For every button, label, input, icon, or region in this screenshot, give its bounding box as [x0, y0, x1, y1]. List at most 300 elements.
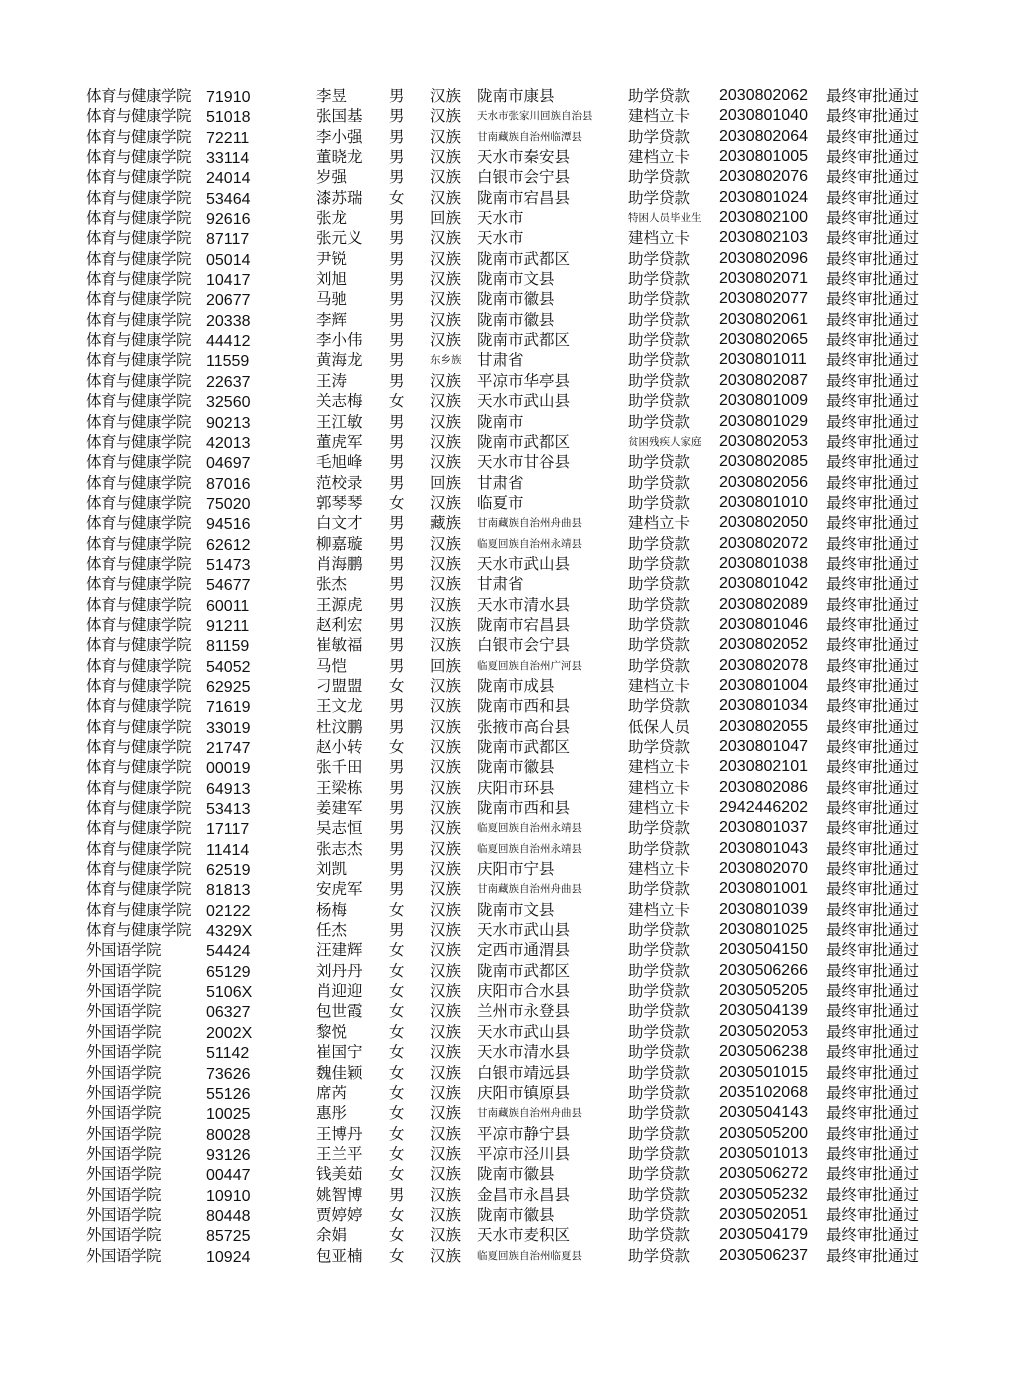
region-cell: 平凉市泾川县	[477, 1144, 571, 1163]
gender-cell: 女	[389, 900, 405, 919]
status-cell: 最终审批通过	[826, 270, 920, 289]
ethnicity-cell: 汉族	[430, 127, 462, 146]
status-cell: 最终审批通过	[826, 432, 920, 451]
college-cell: 体育与健康学院	[86, 717, 192, 736]
id-cell: 62612	[206, 536, 251, 554]
number-cell: 2030802087	[719, 371, 808, 389]
category-cell: 助学贷款	[628, 880, 691, 899]
ethnicity-cell: 汉族	[430, 493, 462, 512]
id-cell: 55126	[206, 1085, 251, 1103]
name-cell: 杜汶鹏	[316, 717, 363, 736]
region-cell: 甘肃省	[477, 351, 524, 370]
name-cell: 吴志恒	[316, 819, 363, 838]
id-cell: 17117	[206, 821, 250, 839]
status-cell: 最终审批通过	[826, 209, 920, 228]
gender-cell: 男	[389, 819, 405, 838]
gender-cell: 男	[389, 595, 405, 614]
ethnicity-cell: 汉族	[430, 229, 462, 248]
id-cell: 54677	[206, 577, 251, 595]
ethnicity-cell: 汉族	[430, 697, 462, 716]
gender-cell: 男	[389, 717, 405, 736]
region-cell: 天水市武山县	[477, 392, 571, 411]
status-cell: 最终审批通过	[826, 1144, 920, 1163]
college-cell: 体育与健康学院	[86, 249, 192, 268]
category-cell: 助学贷款	[628, 1144, 691, 1163]
ethnicity-cell: 汉族	[430, 1165, 462, 1184]
ethnicity-cell: 汉族	[430, 1185, 462, 1204]
gender-cell: 男	[389, 107, 405, 126]
gender-cell: 女	[389, 1226, 405, 1245]
name-cell: 刘凯	[316, 860, 348, 879]
college-cell: 体育与健康学院	[86, 229, 192, 248]
college-cell: 体育与健康学院	[86, 310, 192, 329]
status-cell: 最终审批通过	[826, 717, 920, 736]
number-cell: 2030801037	[719, 819, 808, 837]
name-cell: 张元义	[316, 229, 363, 248]
status-cell: 最终审批通过	[826, 534, 920, 553]
gender-cell: 男	[389, 473, 405, 492]
number-cell: 2030802085	[719, 453, 808, 471]
gender-cell: 男	[389, 270, 405, 289]
category-cell: 助学贷款	[628, 982, 691, 1001]
status-cell: 最终审批通过	[826, 697, 920, 716]
status-cell: 最终审批通过	[826, 107, 920, 126]
number-cell: 2030506237	[719, 1246, 808, 1264]
gender-cell: 女	[389, 941, 405, 960]
category-cell: 助学贷款	[628, 249, 691, 268]
name-cell: 柳嘉璇	[316, 534, 363, 553]
name-cell: 尹锐	[316, 249, 348, 268]
category-cell: 助学贷款	[628, 1063, 691, 1082]
id-cell: 94516	[206, 516, 251, 534]
region-cell: 天水市张家川回族自治县	[477, 110, 593, 123]
ethnicity-cell: 汉族	[430, 87, 462, 105]
number-cell: 2030801047	[719, 738, 808, 755]
number-cell: 2030802064	[719, 127, 808, 145]
college-cell: 体育与健康学院	[86, 615, 192, 634]
college-cell: 体育与健康学院	[86, 575, 192, 594]
ethnicity-cell: 汉族	[430, 554, 462, 573]
id-cell: 53464	[206, 190, 251, 208]
ethnicity-cell: 汉族	[430, 453, 462, 472]
gender-cell: 男	[389, 432, 405, 451]
number-cell: 2030802056	[719, 473, 808, 491]
category-cell: 助学贷款	[628, 738, 691, 756]
category-cell: 助学贷款	[628, 615, 691, 634]
id-cell: 54424	[206, 943, 251, 961]
number-cell: 2035102068	[719, 1083, 808, 1101]
ethnicity-cell: 汉族	[430, 717, 462, 736]
ethnicity-cell: 汉族	[430, 799, 462, 818]
ethnicity-cell: 汉族	[430, 615, 462, 634]
region-cell: 甘南藏族自治州舟曲县	[477, 1107, 582, 1120]
id-cell: 81159	[206, 638, 250, 656]
college-cell: 外国语学院	[86, 1165, 162, 1184]
college-cell: 外国语学院	[86, 1124, 162, 1143]
name-cell: 汪建辉	[316, 941, 363, 960]
id-cell: 04697	[206, 455, 251, 473]
college-cell: 外国语学院	[86, 1104, 162, 1123]
status-cell: 最终审批通过	[826, 738, 920, 756]
region-cell: 甘南藏族自治州舟曲县	[477, 517, 582, 530]
gender-cell: 男	[389, 799, 405, 818]
name-cell: 钱美茹	[316, 1165, 363, 1184]
category-cell: 助学贷款	[628, 310, 691, 329]
ethnicity-cell: 汉族	[430, 371, 462, 390]
id-cell: 22637	[206, 373, 251, 391]
region-cell: 陇南市武都区	[477, 331, 571, 350]
region-cell: 陇南市文县	[477, 900, 555, 919]
college-cell: 外国语学院	[86, 1205, 162, 1224]
status-cell: 最终审批通过	[826, 473, 920, 492]
category-cell: 建档立卡	[628, 514, 691, 533]
college-cell: 体育与健康学院	[86, 636, 192, 655]
number-cell: 2030802101	[719, 758, 808, 776]
status-cell: 最终审批通过	[826, 392, 920, 411]
status-cell: 最终审批通过	[826, 87, 920, 105]
number-cell: 2030801004	[719, 676, 808, 694]
category-cell: 建档立卡	[628, 107, 691, 126]
gender-cell: 女	[389, 676, 405, 695]
region-cell: 临夏回族自治州永靖县	[477, 537, 582, 550]
college-cell: 外国语学院	[86, 1226, 162, 1245]
gender-cell: 男	[389, 636, 405, 655]
category-cell: 建档立卡	[628, 778, 691, 797]
id-cell: 32560	[206, 394, 251, 412]
ethnicity-cell: 汉族	[430, 1083, 462, 1102]
status-cell: 最终审批通过	[826, 1246, 920, 1265]
number-cell: 2030501015	[719, 1063, 808, 1081]
region-cell: 庆阳市环县	[477, 778, 555, 797]
category-cell: 建档立卡	[628, 676, 691, 695]
gender-cell: 男	[389, 615, 405, 634]
number-cell: 2030801038	[719, 554, 808, 572]
number-cell: 2942446202	[719, 799, 808, 817]
id-cell: 60011	[206, 597, 250, 615]
college-cell: 体育与健康学院	[86, 921, 192, 940]
name-cell: 赵利宏	[316, 615, 363, 634]
status-cell: 最终审批通过	[826, 351, 920, 370]
college-cell: 体育与健康学院	[86, 738, 192, 756]
category-cell: 助学贷款	[628, 534, 691, 553]
number-cell: 2030802086	[719, 778, 808, 796]
region-cell: 天水市武山县	[477, 921, 571, 940]
category-cell: 助学贷款	[628, 290, 691, 309]
number-cell: 2030801001	[719, 880, 808, 898]
region-cell: 陇南市武都区	[477, 961, 571, 980]
name-cell: 李小强	[316, 127, 363, 146]
region-cell: 甘肃省	[477, 473, 524, 492]
name-cell: 魏佳颖	[316, 1063, 363, 1082]
gender-cell: 男	[389, 575, 405, 594]
gender-cell: 男	[389, 249, 405, 268]
region-cell: 天水市麦积区	[477, 1226, 571, 1245]
status-cell: 最终审批通过	[826, 1043, 920, 1062]
region-cell: 天水市	[477, 209, 524, 228]
ethnicity-cell: 汉族	[430, 534, 462, 553]
id-cell: 87016	[206, 475, 251, 493]
region-cell: 陇南市徽县	[477, 1205, 555, 1224]
gender-cell: 男	[389, 229, 405, 248]
gender-cell: 男	[389, 290, 405, 309]
category-cell: 助学贷款	[628, 371, 691, 390]
id-cell: 64913	[206, 780, 251, 798]
status-cell: 最终审批通过	[826, 148, 920, 167]
college-cell: 体育与健康学院	[86, 87, 192, 105]
gender-cell: 女	[389, 1104, 405, 1123]
status-cell: 最终审批通过	[826, 941, 920, 960]
status-cell: 最终审批通过	[826, 758, 920, 777]
number-cell: 2030501013	[719, 1144, 808, 1162]
region-cell: 陇南市宕昌县	[477, 188, 571, 207]
category-cell: 助学贷款	[628, 554, 691, 573]
ethnicity-cell: 汉族	[430, 778, 462, 797]
status-cell: 最终审批通过	[826, 799, 920, 818]
ethnicity-cell: 东乡族	[430, 354, 462, 367]
name-cell: 余娟	[316, 1226, 348, 1245]
name-cell: 肖海鹏	[316, 554, 363, 573]
region-cell: 临夏回族自治州临夏县	[477, 1249, 582, 1262]
college-cell: 体育与健康学院	[86, 534, 192, 553]
category-cell: 助学贷款	[628, 1124, 691, 1143]
name-cell: 张龙	[316, 209, 348, 228]
college-cell: 体育与健康学院	[86, 107, 192, 126]
name-cell: 王源虎	[316, 595, 363, 614]
college-cell: 体育与健康学院	[86, 453, 192, 472]
number-cell: 2030506238	[719, 1043, 808, 1061]
college-cell: 外国语学院	[86, 1002, 162, 1021]
status-cell: 最终审批通过	[826, 493, 920, 512]
id-cell: 51018	[206, 109, 251, 127]
gender-cell: 男	[389, 331, 405, 350]
college-cell: 外国语学院	[86, 1063, 162, 1082]
id-cell: 06327	[206, 1004, 251, 1022]
ethnicity-cell: 汉族	[430, 676, 462, 695]
category-cell: 助学贷款	[628, 1165, 691, 1184]
status-cell: 最终审批通过	[826, 1022, 920, 1041]
region-cell: 陇南市武都区	[477, 249, 571, 268]
category-cell: 低保人员	[628, 717, 691, 736]
ethnicity-cell: 汉族	[430, 636, 462, 655]
ethnicity-cell: 汉族	[430, 1022, 462, 1041]
number-cell: 2030506266	[719, 961, 808, 979]
id-cell: 33114	[206, 150, 250, 168]
category-cell: 助学贷款	[628, 656, 691, 675]
college-cell: 体育与健康学院	[86, 351, 192, 370]
id-cell: 20338	[206, 312, 251, 330]
gender-cell: 男	[389, 148, 405, 167]
number-cell: 2030505232	[719, 1185, 808, 1203]
name-cell: 王博丹	[316, 1124, 363, 1143]
college-cell: 体育与健康学院	[86, 270, 192, 289]
number-cell: 2030802062	[719, 87, 808, 104]
region-cell: 天水市秦安县	[477, 148, 571, 167]
name-cell: 马驰	[316, 290, 348, 309]
college-cell: 体育与健康学院	[86, 209, 192, 228]
number-cell: 2030802070	[719, 860, 808, 878]
gender-cell: 男	[389, 554, 405, 573]
status-cell: 最终审批通过	[826, 168, 920, 187]
id-cell: 5106X	[206, 984, 253, 1002]
name-cell: 崔国宁	[316, 1043, 363, 1062]
status-cell: 最终审批通过	[826, 229, 920, 248]
category-cell: 助学贷款	[628, 351, 691, 370]
region-cell: 临夏回族自治州永靖县	[477, 822, 582, 835]
id-cell: 11414	[206, 841, 250, 859]
status-cell: 最终审批通过	[826, 188, 920, 207]
id-cell: 80028	[206, 1126, 251, 1144]
region-cell: 白银市会宁县	[477, 636, 571, 655]
college-cell: 外国语学院	[86, 1022, 162, 1041]
id-cell: 62925	[206, 678, 251, 696]
college-cell: 体育与健康学院	[86, 371, 192, 390]
category-cell: 助学贷款	[628, 961, 691, 980]
name-cell: 王涛	[316, 371, 348, 390]
status-cell: 最终审批通过	[826, 615, 920, 634]
number-cell: 2030502051	[719, 1205, 808, 1223]
number-cell: 2030504139	[719, 1002, 808, 1020]
region-cell: 陇南市徽县	[477, 758, 555, 777]
college-cell: 体育与健康学院	[86, 839, 192, 858]
id-cell: 42013	[206, 434, 251, 452]
region-cell: 天水市甘谷县	[477, 453, 571, 472]
number-cell: 2030504143	[719, 1104, 808, 1122]
status-cell: 最终审批通过	[826, 1124, 920, 1143]
category-cell: 助学贷款	[628, 1002, 691, 1021]
name-cell: 张千田	[316, 758, 363, 777]
name-cell: 包亚楠	[316, 1246, 363, 1265]
college-cell: 外国语学院	[86, 1043, 162, 1062]
region-cell: 庆阳市镇原县	[477, 1083, 571, 1102]
gender-cell: 男	[389, 839, 405, 858]
category-cell: 助学贷款	[628, 1104, 691, 1123]
category-cell: 助学贷款	[628, 1043, 691, 1062]
category-cell: 助学贷款	[628, 819, 691, 838]
name-cell: 董虎军	[316, 432, 363, 451]
name-cell: 张志杰	[316, 839, 363, 858]
region-cell: 平凉市静宁县	[477, 1124, 571, 1143]
gender-cell: 男	[389, 168, 405, 187]
college-cell: 体育与健康学院	[86, 595, 192, 614]
name-cell: 贾婷婷	[316, 1205, 363, 1224]
number-cell: 2030801025	[719, 921, 808, 939]
region-cell: 陇南市成县	[477, 676, 555, 695]
status-cell: 最终审批通过	[826, 310, 920, 329]
number-cell: 2030802100	[719, 209, 808, 227]
id-cell: 2002X	[206, 1024, 253, 1042]
id-cell: 93126	[206, 1146, 251, 1164]
ethnicity-cell: 汉族	[430, 1104, 462, 1123]
number-cell: 2030505205	[719, 982, 808, 1000]
number-cell: 2030505200	[719, 1124, 808, 1142]
name-cell: 李昱	[316, 87, 348, 105]
status-cell: 最终审批通过	[826, 371, 920, 390]
region-cell: 陇南市徽县	[477, 310, 555, 329]
id-cell: 73626	[206, 1065, 251, 1083]
category-cell: 建档立卡	[628, 229, 691, 248]
category-cell: 助学贷款	[628, 839, 691, 858]
ethnicity-cell: 汉族	[430, 249, 462, 268]
gender-cell: 女	[389, 188, 405, 207]
category-cell: 助学贷款	[628, 331, 691, 350]
ethnicity-cell: 汉族	[430, 880, 462, 899]
college-cell: 外国语学院	[86, 1185, 162, 1204]
name-cell: 白文才	[316, 514, 363, 533]
category-cell: 助学贷款	[628, 168, 691, 187]
id-cell: 75020	[206, 495, 251, 513]
ethnicity-cell: 汉族	[430, 168, 462, 187]
number-cell: 2030802103	[719, 229, 808, 247]
category-cell: 助学贷款	[628, 1205, 691, 1224]
name-cell: 黎悦	[316, 1022, 348, 1041]
college-cell: 外国语学院	[86, 1246, 162, 1265]
number-cell: 2030802055	[719, 717, 808, 735]
name-cell: 王梁栋	[316, 778, 363, 797]
number-cell: 2030801029	[719, 412, 808, 430]
college-cell: 体育与健康学院	[86, 412, 192, 431]
ethnicity-cell: 汉族	[430, 107, 462, 126]
region-cell: 陇南市武都区	[477, 432, 571, 451]
college-cell: 体育与健康学院	[86, 819, 192, 838]
id-cell: 51142	[206, 1045, 250, 1063]
region-cell: 庆阳市宁县	[477, 860, 555, 879]
region-cell: 天水市	[477, 229, 524, 248]
region-cell: 白银市会宁县	[477, 168, 571, 187]
number-cell: 2030801024	[719, 188, 808, 206]
number-cell: 2030801039	[719, 900, 808, 918]
region-cell: 陇南市西和县	[477, 799, 571, 818]
number-cell: 2030801005	[719, 148, 808, 166]
id-cell: 72211	[206, 129, 250, 147]
category-cell: 助学贷款	[628, 453, 691, 472]
status-cell: 最终审批通过	[826, 778, 920, 797]
status-cell: 最终审批通过	[826, 1205, 920, 1224]
status-cell: 最终审批通过	[826, 900, 920, 919]
gender-cell: 男	[389, 778, 405, 797]
college-cell: 体育与健康学院	[86, 676, 192, 695]
college-cell: 体育与健康学院	[86, 880, 192, 899]
region-cell: 陇南市	[477, 412, 524, 431]
category-cell: 贫困残疾人家庭	[628, 435, 702, 448]
status-cell: 最终审批通过	[826, 453, 920, 472]
name-cell: 肖迎迎	[316, 982, 363, 1001]
ethnicity-cell: 汉族	[430, 575, 462, 594]
id-cell: 85725	[206, 1228, 251, 1246]
id-cell: 21747	[206, 740, 251, 757]
name-cell: 黄海龙	[316, 351, 363, 370]
gender-cell: 男	[389, 860, 405, 879]
ethnicity-cell: 汉族	[430, 188, 462, 207]
name-cell: 席芮	[316, 1083, 348, 1102]
category-cell: 助学贷款	[628, 941, 691, 960]
id-cell: 4329X	[206, 923, 253, 941]
category-cell: 建档立卡	[628, 860, 691, 879]
status-cell: 最终审批通过	[826, 961, 920, 980]
gender-cell: 女	[389, 982, 405, 1001]
id-cell: 20677	[206, 292, 251, 310]
ethnicity-cell: 汉族	[430, 819, 462, 838]
name-cell: 马恺	[316, 656, 348, 675]
college-cell: 体育与健康学院	[86, 188, 192, 207]
category-cell: 助学贷款	[628, 1185, 691, 1204]
category-cell: 助学贷款	[628, 87, 691, 105]
name-cell: 漆苏瑞	[316, 188, 363, 207]
name-cell: 安虎军	[316, 880, 363, 899]
region-cell: 金昌市永昌县	[477, 1185, 571, 1204]
gender-cell: 女	[389, 1002, 405, 1021]
status-cell: 最终审批通过	[826, 921, 920, 940]
region-cell: 白银市靖远县	[477, 1063, 571, 1082]
